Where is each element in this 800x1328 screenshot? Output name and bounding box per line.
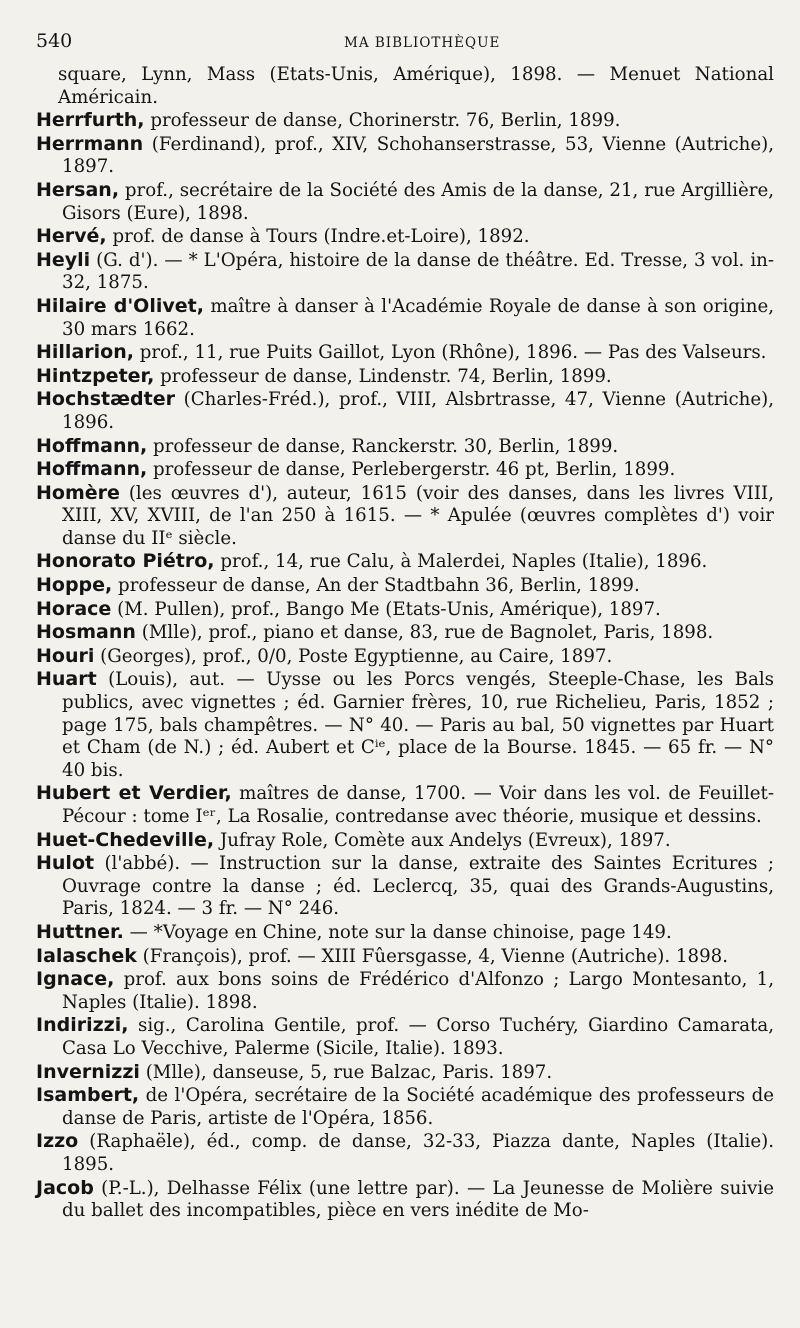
entry-name: Invernizzi [36,1060,140,1083]
entry-name: Hulot [36,852,95,875]
running-title: MA BIBLIOTHÈQUE [344,35,501,51]
bibliography-entry [36,482,774,551]
bibliography-entry [36,365,774,389]
entry-text: professeur de danse, Ranckerstr. 30, Berlin, 1899. [147,435,619,457]
bibliography-entry [36,64,774,109]
entry-name: Hubert et Verdier, [36,782,232,805]
entry-text: prof. de danse à Tours (Indre.et-Loire), 1892. [106,226,530,248]
page-number: 540 [36,30,73,52]
entry-name: Jacob [36,1176,94,1199]
bibliography-entry [36,852,774,921]
bibliography-entry [36,341,774,365]
bibliography-entries [36,64,774,1223]
bibliography-entry [36,295,774,341]
entry-text: — *Voyage en Chine, note sur la danse chinoise, page 149. [123,921,672,943]
entry-text: (Georges), prof., 0/0, Poste Egyptienne, au Caire, 1897. [94,645,613,667]
entry-name: Herrfurth, [36,109,145,132]
bibliography-entry [36,1130,774,1176]
bibliography-entry [36,598,774,622]
bibliography-entry [36,968,774,1014]
bibliography-entry [36,458,774,482]
entry-text: maître à danser à l'Académie Royale de danse à son origine, 30 mars 1662. [62,295,774,340]
entry-name: Heyli [36,248,91,271]
bibliography-entry [36,645,774,669]
entry-name: Homère [36,481,120,504]
entry-text: Jufray Role, Comète aux Andelys (Evreux), 1897. [214,829,671,851]
entry-text: (l'abbé). — Instruction sur la danse, extraite des Saintes Ecritures ; Ouvrage contre la danse ; éd. Leclercq, 35, quai des Grands-Augustins, Paris, 1824. — 3 fr. — N° 246. [62,853,774,920]
entry-name: Hoffmann, [36,458,148,481]
entry-text: prof., 11, rue Puits Gaillot, Lyon (Rhône), 1896. — Pas des Valseurs. [133,342,767,364]
bibliography-entry [36,225,774,249]
entry-name: Hervé, [36,225,107,248]
entry-text: prof. aux bons soins de Frédérico d'Alfonzo ; Largo Montesanto, 1, Naples (Italie). 1898. [62,969,774,1013]
bibliography-entry [36,921,774,945]
entry-name: Huttner. [36,920,124,943]
entry-text: (Raphaële), éd., comp. de danse, 32-33, Piazza dante, Naples (Italie). 1895. [62,1131,774,1175]
entry-name: Honorato Piétro, [36,550,215,573]
entry-text: professeur de danse, An der Stadtbahn 36, Berlin, 1899. [112,575,640,597]
bibliography-entry [36,1177,774,1223]
entry-text: (G. d'). — * L'Opéra, histoire de la danse de théâtre. Ed. Tresse, 3 vol. in-32, 1875. [62,249,774,294]
entry-text: sig., Carolina Gentile, prof. — Corso Tuchéry, Giardino Camarata, Casa Lo Vecchive, Palerme (Sicile, Italie). 1893. [62,1015,774,1059]
bibliography-entry [36,550,774,574]
entry-name: Ialaschek [36,944,137,967]
bibliography-entry [36,388,774,434]
entry-text: (Louis), aut. — Uysse ou les Porcs vengés, Steeple-Chase, les Bals publics, avec vignettes ; éd. Garnier frères, 10, rue Richelieu, Paris, 1852 ; page 175, bals champêtres. — N° 40. — Paris au bal, 50 vignettes par Huart et Cham (de N.) ; éd. Aubert et Cⁱᵉ, place de la Bourse. 1845. — 65 fr. — N° 40 bis. [62,669,774,781]
entry-text: (Mlle), prof., piano et danse, 83, rue de Bagnolet, Paris, 1898. [135,622,714,644]
bibliography-entry [36,829,774,853]
entry-text: (Mlle), danseuse, 5, rue Balzac, Paris. 1897. [139,1061,553,1083]
bibliography-entry [36,1084,774,1130]
entry-name: Hoppe, [36,574,113,597]
entry-text: maîtres de danse, 1700. — Voir dans les vol. de Feuillet-Pécour : tome Iᵉʳ, La Rosalie, contredanse avec théorie, musique et dessins. [62,783,774,827]
entry-name: Houri [36,644,95,667]
entry-name: Hosmann [36,621,136,644]
bibliography-entry [36,621,774,645]
bibliography-entry [36,1014,774,1060]
entry-text: professeur de danse, Perlebergerstr. 46 pt, Berlin, 1899. [147,459,676,481]
entry-text: de l'Opéra, secrétaire de la Société académique des professeurs de danse de Paris, artiste de l'Opéra, 1856. [62,1085,774,1129]
page-header [36,30,774,60]
entry-text: (Charles-Fréd.), prof., VIII, Alsbrtrasse, 47, Vienne (Autriche), 1896. [62,389,774,433]
entry-name: Horace [36,597,112,620]
entry-text: prof., 14, rue Calu, à Malerdei, Naples (Italie), 1896. [214,551,708,573]
entry-name: Hoffmann, [36,434,148,457]
entry-name: Indirizzi, [36,1014,129,1037]
entry-text: (Ferdinand), prof., XIV, Schohanserstrasse, 53, Vienne (Autriche), 1897. [62,133,774,178]
bibliography-entry [36,109,774,133]
bibliography-entry [36,1061,774,1085]
entry-text: (les œuvres d'), auteur, 1615 (voir des danses, dans les livres VIII, XIII, XV, XVIII, de l'an 250 à 1615. — * Apulée (œuvres complètes d') voir danse du IIᵉ siècle. [62,482,774,549]
bibliography-entry [36,574,774,598]
bibliography-entry [36,668,774,782]
entry-name: Hilaire d'Olivet, [36,294,204,317]
bibliography-entry [36,133,774,179]
bibliography-entry [36,782,774,828]
entry-text: (P.-L.), Delhasse Félix (une lettre par). — La Jeunesse de Molière suivie du ballet des incompatibles, pièce en vers inédite de Mo- [62,1177,774,1222]
entry-name: Hersan, [36,178,120,201]
entry-text: prof., secrétaire de la Société des Amis de la danse, 21, rue Argillière, Gisors (Eure), 1898. [62,179,774,224]
entry-name: Hintzpeter, [36,364,155,387]
bibliography-entry [36,435,774,459]
entry-name: Hochstædter [36,388,175,411]
entry-name: Ignace, [36,968,115,991]
bibliography-entry [36,945,774,969]
entry-name: Hillarion, [36,341,134,364]
entry-text: professeur de danse, Lindenstr. 74, Berlin, 1899. [154,365,612,387]
bibliography-entry [36,249,774,295]
entry-text: professeur de danse, Chorinerstr. 76, Berlin, 1899. [144,110,621,132]
entry-text: square, Lynn, Mass (Etats-Unis, Amérique), 1898. — Menuet National Américain. [58,64,774,108]
entry-name: Huet-Chedeville, [36,828,215,851]
entry-name: Herrmann [36,132,144,155]
bibliography-entry [36,179,774,225]
entry-name: Izzo [36,1130,79,1153]
entry-name: Isambert, [36,1084,140,1107]
entry-text: (François), prof. — XIII Fûersgasse, 4, Vienne (Autriche). 1898. [136,945,728,967]
entry-name: Huart [36,668,97,691]
entry-text: (M. Pullen), prof., Bango Me (Etats-Unis, Amérique), 1897. [111,598,661,620]
